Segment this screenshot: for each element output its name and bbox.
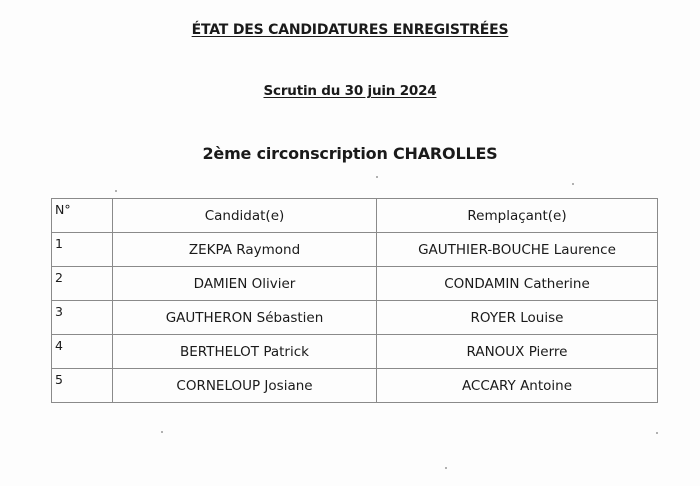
table-row xyxy=(52,335,658,369)
row-candidate: CORNELOUP Josiane xyxy=(113,369,377,403)
scan-speck xyxy=(656,432,658,434)
row-substitute: CONDAMIN Catherine xyxy=(377,267,658,301)
table-row xyxy=(52,369,658,403)
scan-speck xyxy=(572,183,574,185)
row-candidate: ZEKPA Raymond xyxy=(113,233,377,267)
scan-speck xyxy=(376,176,378,178)
row-number: 2 xyxy=(52,267,113,301)
row-substitute: GAUTHIER-BOUCHE Laurence xyxy=(377,233,658,267)
scan-speck xyxy=(445,467,447,469)
header-substitute: Remplaçant(e) xyxy=(377,199,658,233)
header-candidate: Candidat(e) xyxy=(113,199,377,233)
header-number: N° xyxy=(52,199,113,233)
row-number: 4 xyxy=(52,335,113,369)
table-row xyxy=(52,233,658,267)
candidates-table xyxy=(51,198,658,403)
row-candidate: DAMIEN Olivier xyxy=(113,267,377,301)
election-date: Scrutin du 30 juin 2024 xyxy=(263,83,437,99)
row-candidate: GAUTHERON Sébastien xyxy=(113,301,377,335)
table-row xyxy=(52,301,658,335)
document-title: ÉTAT DES CANDIDATURES ENREGISTRÉES xyxy=(191,22,509,38)
row-substitute: ACCARY Antoine xyxy=(377,369,658,403)
row-number: 5 xyxy=(52,369,113,403)
row-substitute: ROYER Louise xyxy=(377,301,658,335)
row-number: 3 xyxy=(52,301,113,335)
row-number: 1 xyxy=(52,233,113,267)
row-candidate: BERTHELOT Patrick xyxy=(113,335,377,369)
table-header-row xyxy=(52,199,658,233)
scan-speck xyxy=(161,431,163,433)
table-row xyxy=(52,267,658,301)
row-substitute: RANOUX Pierre xyxy=(377,335,658,369)
scan-speck xyxy=(115,190,117,192)
constituency-title: 2ème circonscription CHAROLLES xyxy=(202,144,498,163)
